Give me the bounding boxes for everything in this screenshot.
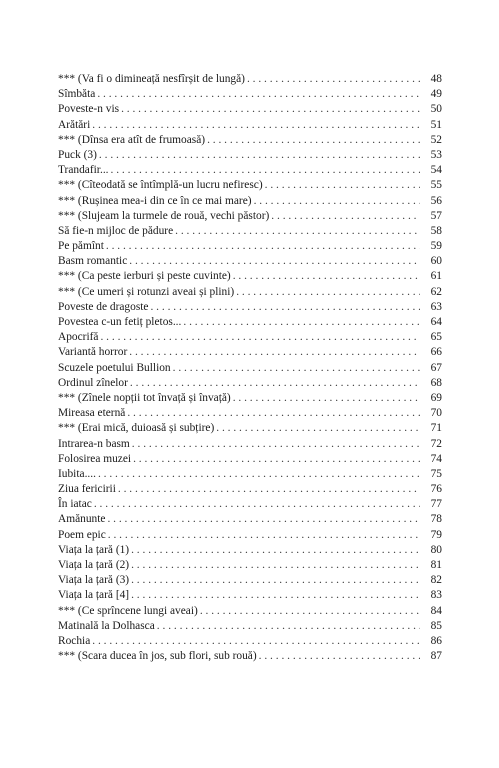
dot-leader bbox=[236, 285, 420, 300]
toc-entry-title: Sîmbăta bbox=[58, 88, 96, 101]
table-of-contents bbox=[58, 72, 442, 664]
dot-leader bbox=[131, 543, 420, 558]
toc-entry-page-number: 63 bbox=[430, 300, 442, 313]
toc-entry bbox=[58, 102, 442, 117]
toc-entry-title: *** (Scara ducea în jos, sub flori, sub rouă) bbox=[58, 650, 257, 663]
toc-entry bbox=[58, 209, 442, 224]
toc-entry bbox=[58, 452, 442, 467]
dot-leader bbox=[207, 133, 420, 148]
toc-entry bbox=[58, 300, 442, 315]
toc-entry-title: *** (Ce umeri și rotunzi aveai și plini) bbox=[58, 285, 235, 298]
toc-entry bbox=[58, 467, 442, 482]
toc-entry bbox=[58, 391, 442, 406]
toc-entry-title: *** (Cîteodată se întîmplă-un lucru nefiresc) bbox=[58, 179, 263, 192]
toc-entry-title: Variantă horror bbox=[58, 346, 128, 359]
dot-leader bbox=[173, 361, 420, 376]
toc-entry bbox=[58, 239, 442, 254]
toc-entry-page-number: 79 bbox=[430, 528, 442, 541]
toc-entry-title: Povestea c-un fetiț pletos... bbox=[58, 316, 182, 328]
dot-leader bbox=[127, 406, 420, 421]
toc-entry bbox=[58, 588, 442, 603]
toc-entry-title: Amănunte bbox=[58, 513, 106, 526]
dot-leader bbox=[175, 224, 420, 239]
dot-leader bbox=[108, 528, 420, 543]
toc-entry-title: Scuzele poetului Bullion bbox=[58, 361, 171, 374]
toc-entry-page-number: 60 bbox=[430, 255, 442, 268]
dot-leader bbox=[233, 391, 420, 406]
dot-leader bbox=[265, 178, 420, 193]
toc-entry-title: Viața la țară (2) bbox=[58, 559, 130, 571]
toc-entry bbox=[58, 497, 442, 512]
dot-leader bbox=[254, 194, 420, 209]
toc-entry bbox=[58, 118, 442, 133]
toc-entry-page-number: 53 bbox=[430, 148, 442, 161]
toc-entry-page-number: 83 bbox=[430, 589, 442, 602]
toc-entry bbox=[58, 178, 442, 193]
toc-entry-page-number: 70 bbox=[430, 407, 442, 420]
toc-entry-page-number: 61 bbox=[430, 270, 442, 283]
toc-entry bbox=[58, 285, 442, 300]
toc-entry-page-number: 56 bbox=[430, 194, 442, 207]
toc-entry-page-number: 51 bbox=[430, 118, 442, 131]
toc-entry-page-number: 72 bbox=[430, 437, 442, 450]
dot-leader bbox=[133, 452, 420, 467]
toc-entry-title: Basm romantic bbox=[58, 255, 128, 268]
toc-entry-page-number: 64 bbox=[430, 316, 442, 328]
toc-entry-title: Folosirea muzei bbox=[58, 452, 132, 465]
dot-leader bbox=[94, 497, 420, 512]
toc-entry-title: Ordinul zînelor bbox=[58, 376, 128, 389]
toc-entry bbox=[58, 512, 442, 527]
toc-entry-page-number: 86 bbox=[430, 634, 442, 647]
dot-leader bbox=[271, 209, 420, 224]
toc-entry-title: Apocrifă bbox=[58, 331, 99, 344]
dot-leader bbox=[129, 345, 420, 360]
toc-entry bbox=[58, 133, 442, 148]
toc-entry bbox=[58, 406, 442, 421]
toc-entry-page-number: 84 bbox=[430, 604, 442, 617]
toc-entry-page-number: 54 bbox=[430, 164, 442, 177]
toc-entry-title: *** (Dînsa era atît de frumoasă) bbox=[58, 133, 206, 146]
toc-entry-page-number: 58 bbox=[430, 224, 442, 237]
dot-leader bbox=[118, 482, 420, 497]
toc-entry-page-number: 75 bbox=[430, 467, 442, 480]
toc-entry-page-number: 74 bbox=[430, 452, 442, 465]
dot-leader bbox=[111, 163, 420, 178]
dot-leader bbox=[247, 72, 420, 87]
dot-leader bbox=[107, 512, 420, 527]
toc-entry-title: Iubita.... bbox=[58, 467, 96, 480]
toc-entry bbox=[58, 269, 442, 284]
dot-leader bbox=[132, 437, 420, 452]
toc-entry-title: *** (Erai mică, duioasă și subțire) bbox=[58, 422, 215, 435]
toc-entry bbox=[58, 437, 442, 452]
dot-leader bbox=[92, 118, 420, 133]
dot-leader bbox=[130, 376, 420, 391]
toc-entry-title: *** (Zînele nopții tot învață și învață) bbox=[58, 391, 231, 404]
toc-entry-page-number: 71 bbox=[430, 422, 442, 435]
toc-entry bbox=[58, 649, 442, 664]
toc-entry-page-number: 87 bbox=[430, 650, 442, 663]
toc-entry bbox=[58, 361, 442, 376]
toc-entry-page-number: 85 bbox=[430, 619, 442, 632]
toc-entry bbox=[58, 543, 442, 558]
toc-entry-page-number: 80 bbox=[430, 543, 442, 556]
dot-leader bbox=[131, 558, 420, 573]
toc-entry bbox=[58, 482, 442, 497]
toc-entry-page-number: 55 bbox=[430, 179, 442, 192]
toc-entry-page-number: 77 bbox=[430, 498, 442, 511]
toc-entry-page-number: 52 bbox=[430, 133, 442, 146]
toc-entry-page-number: 76 bbox=[430, 483, 442, 496]
toc-entry-title: Viața la țară [4] bbox=[58, 589, 130, 602]
toc-entry-title: Matinală la Dolhasca bbox=[58, 619, 155, 632]
toc-entry bbox=[58, 528, 442, 543]
toc-entry-title: Viața la țară (3) bbox=[58, 574, 130, 587]
toc-entry-page-number: 78 bbox=[430, 513, 442, 526]
toc-entry bbox=[58, 87, 442, 102]
dot-leader bbox=[106, 239, 420, 254]
toc-entry bbox=[58, 163, 442, 178]
toc-entry-page-number: 65 bbox=[430, 331, 442, 344]
toc-entry-title: Mireasa eternă bbox=[58, 407, 126, 420]
toc-entry-title: Pe pămînt bbox=[58, 240, 104, 253]
toc-entry-title: *** (Ca peste ierburi și peste cuvinte) bbox=[58, 270, 231, 283]
toc-entry bbox=[58, 315, 442, 330]
dot-leader bbox=[100, 330, 420, 345]
toc-entry bbox=[58, 330, 442, 345]
toc-entry-title: Trandafir... bbox=[58, 164, 109, 177]
toc-entry-page-number: 49 bbox=[430, 88, 442, 101]
dot-leader bbox=[259, 649, 420, 664]
toc-entry bbox=[58, 421, 442, 436]
dot-leader bbox=[216, 421, 420, 436]
toc-entry bbox=[58, 345, 442, 360]
toc-entry-title: Poveste de dragoste bbox=[58, 300, 149, 313]
toc-entry-title: Viața la țară (1) bbox=[58, 543, 130, 556]
dot-leader bbox=[129, 254, 420, 269]
toc-entry-title: În iatac bbox=[58, 498, 92, 511]
toc-entry-title: Poem epic bbox=[58, 528, 106, 541]
toc-entry-page-number: 68 bbox=[430, 376, 442, 389]
toc-entry bbox=[58, 573, 442, 588]
dot-leader bbox=[121, 102, 420, 117]
toc-entry-title: Ziua fericirii bbox=[58, 483, 116, 496]
toc-entry-title: Poveste-n vis bbox=[58, 103, 120, 116]
dot-leader bbox=[183, 315, 420, 330]
toc-entry bbox=[58, 376, 442, 391]
dot-leader bbox=[97, 87, 420, 102]
toc-entry-title: *** (Slujeam la turmele de rouă, vechi păstor) bbox=[58, 209, 270, 222]
toc-entry-title: Arătări bbox=[58, 118, 91, 131]
toc-entry bbox=[58, 148, 442, 163]
toc-entry bbox=[58, 194, 442, 209]
toc-entry-page-number: 48 bbox=[430, 73, 442, 85]
toc-entry-page-number: 69 bbox=[430, 391, 442, 404]
toc-entry-title: Rochia bbox=[58, 634, 91, 647]
toc-entry-title: Puck (3) bbox=[58, 148, 97, 161]
toc-entry-page-number: 66 bbox=[430, 346, 442, 359]
dot-leader bbox=[131, 573, 420, 588]
toc-entry-title: Intrarea-n basm bbox=[58, 437, 130, 450]
toc-entry-page-number: 67 bbox=[430, 361, 442, 374]
toc-entry-title: *** (Rușinea mea-i din ce în ce mai mare) bbox=[58, 194, 252, 207]
toc-entry bbox=[58, 254, 442, 269]
dot-leader bbox=[200, 604, 420, 619]
toc-entry-title: *** (Va fi o dimineață nesfîrșit de lungă) bbox=[58, 73, 245, 85]
toc-entry bbox=[58, 634, 442, 649]
dot-leader bbox=[92, 634, 420, 649]
toc-entry bbox=[58, 619, 442, 634]
toc-entry bbox=[58, 604, 442, 619]
toc-entry bbox=[58, 72, 442, 87]
toc-entry bbox=[58, 224, 442, 239]
toc-entry-title: Să fie-n mijloc de pădure bbox=[58, 224, 174, 237]
toc-entry-page-number: 81 bbox=[430, 559, 442, 571]
toc-entry-page-number: 82 bbox=[430, 574, 442, 587]
dot-leader bbox=[157, 619, 420, 634]
dot-leader bbox=[150, 300, 420, 315]
toc-entry-title: *** (Ce sprîncene lungi aveai) bbox=[58, 604, 198, 617]
toc-entry bbox=[58, 558, 442, 573]
toc-entry-page-number: 57 bbox=[430, 209, 442, 222]
dot-leader bbox=[99, 148, 420, 163]
toc-entry-page-number: 59 bbox=[430, 240, 442, 253]
toc-entry-page-number: 50 bbox=[430, 103, 442, 116]
dot-leader bbox=[98, 467, 420, 482]
dot-leader bbox=[131, 588, 420, 603]
toc-entry-page-number: 62 bbox=[430, 285, 442, 298]
dot-leader bbox=[233, 269, 420, 284]
